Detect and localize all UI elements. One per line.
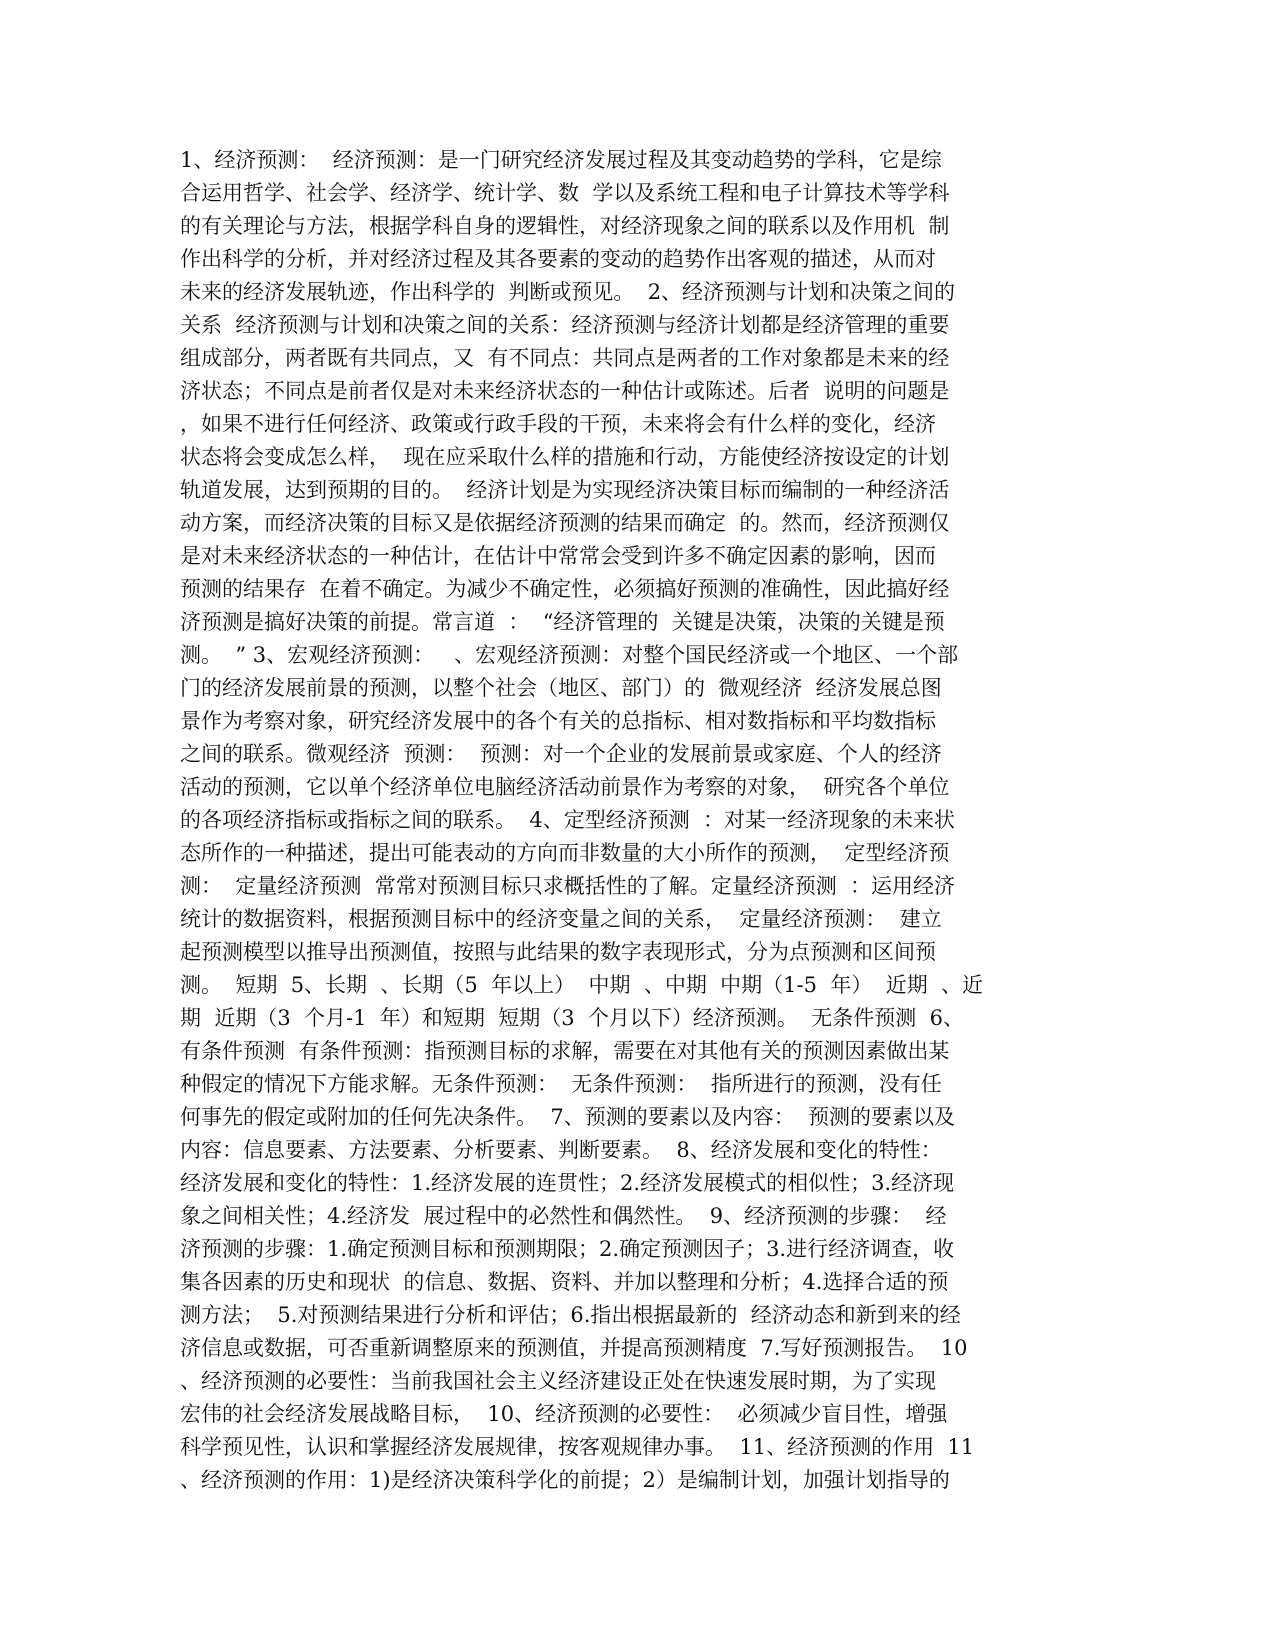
text-line: 统计的数据资料，根据预测目标中的经济变量之间的关系， 定量经济预测： 建立 <box>180 907 942 931</box>
text-line: 科学预见性，认识和掌握经济发展规律，按客观规律办事。 11、经济预测的作用 11 <box>180 1435 975 1459</box>
text-line: 1、经济预测： 经济预测：是一门研究经济发展过程及其变动趋势的学科，它是综 <box>180 148 942 172</box>
text-line: 起预测模型以推导出预测值，按照与此结果的数字表现形式，分为点预测和区间预 <box>180 940 936 964</box>
body-text <box>180 144 1080 1497</box>
text-line: 之间的联系。微观经济 预测： 预测：对一个企业的发展前景或家庭、个人的经济 <box>180 742 942 766</box>
text-line: 、经济预测的作用：1)是经济决策科学化的前提；2）是编制计划，加强计划指导的 <box>180 1468 950 1492</box>
text-line: 内容：信息要素、方法要素、分析要素、判断要素。 8、经济发展和变化的特性： <box>180 1138 942 1162</box>
text-line: 象之间相关性；4.经济发 展过程中的必然性和偶然性。 9、经济预测的步骤： 经 <box>180 1204 947 1228</box>
text-line: 何事先的假定或附加的任何先决条件。 7、预测的要素以及内容： 预测的要素以及 <box>180 1105 956 1129</box>
text-line: 济信息或数据，可否重新调整原来的预测值，并提高预测精度 7.写好预测报告。 10 <box>180 1336 968 1360</box>
text-line: 的各项经济指标或指标之间的联系。 4、定型经济预测 ：对某一经济现象的未来状 <box>180 808 956 832</box>
text-line: 种假定的情况下方能求解。无条件预测： 无条件预测： 指所进行的预测，没有任 <box>180 1072 942 1096</box>
text-line: 测方法； 5.对预测结果进行分析和评估；6.指出根据最新的 经济动态和新到来的经 <box>180 1303 961 1327</box>
text-line: 集各因素的历史和现状 的信息、数据、资料、并加以整理和分析；4.选择合适的预 <box>180 1270 949 1294</box>
text-line: 合运用哲学、社会学、经济学、统计学、数 学以及系统工程和电子计算技术等学科 <box>180 181 950 205</box>
text-line: 济预测的步骤：1.确定预测目标和预测期限；2.确定预测因子；3.进行经济调查，收 <box>180 1237 955 1261</box>
text-line: 轨道发展，达到预期的目的。 经济计划是为实现经济决策目标而编制的一种经济活 <box>180 478 950 502</box>
text-line: 是对未来经济状态的一种估计，在估计中常常会受到许多不确定因素的影响，因而 <box>180 544 936 568</box>
text-line: 态所作的一种描述，提出可能表动的方向而非数量的大小所作的预测， 定型经济预 <box>180 841 950 865</box>
text-line: 、经济预测的必要性：当前我国社会主义经济建设正处在快速发展时期，为了实现 <box>180 1369 936 1393</box>
text-line: 济预测是搞好决策的前提。常言道 ： “经济管理的 关键是决策，决策的关键是预 <box>180 610 945 634</box>
text-line: 门的经济发展前景的预测，以整个社会（地区、部门）的 微观经济 经济发展总图 <box>180 676 942 700</box>
text-line: 经济发展和变化的特性：1.经济发展的连贯性；2.经济发展模式的相似性；3.经济现 <box>180 1171 955 1195</box>
text-line: 组成部分，两者既有共同点，又 有不同点：共同点是两者的工作对象都是未来的经 <box>180 346 950 370</box>
text-line: ，如果不进行任何经济、政策或行政手段的干预，未来将会有什么样的变化，经济 <box>180 412 936 436</box>
text-line: 动方案，而经济决策的目标又是依据经济预测的结果而确定 的。然而，经济预测仅 <box>180 511 950 535</box>
text-line: 预测的结果存 在着不确定。为减少不确定性，必须搞好预测的准确性，因此搞好经 <box>180 577 950 601</box>
text-line: 作出科学的分析，并对经济过程及其各要素的变动的趋势作出客观的描述，从而对 <box>180 247 936 271</box>
text-line: 活动的预测，它以单个经济单位电脑经济活动前景作为考察的对象， 研究各个单位 <box>180 775 950 799</box>
text-line: 景作为考察对象，研究经济发展中的各个有关的总指标、相对数指标和平均数指标 <box>180 709 936 733</box>
text-line: 测。 ” 3、宏观经济预测： 、宏观经济预测：对整个国民经济或一个地区、一个部 <box>180 643 959 667</box>
text-line: 济状态；不同点是前者仅是对未来经济状态的一种估计或陈述。后者 说明的问题是 <box>180 379 950 403</box>
text-line: 关系 经济预测与计划和决策之间的关系：经济预测与经济计划都是经济管理的重要 <box>180 313 950 337</box>
text-line: 期 近期（3 个月-1 年）和短期 短期（3 个月以下）经济预测。 无条件预测 6、 <box>180 1006 964 1030</box>
text-line: 状态将会变成怎么样， 现在应采取什么样的措施和行动，方能使经济按设定的计划 <box>180 445 950 469</box>
text-line: 有条件预测 有条件预测：指预测目标的求解，需要在对其他有关的预测因素做出某 <box>180 1039 950 1063</box>
text-line: 宏伟的社会经济发展战略目标， 10、经济预测的必要性： 必须减少盲目性，增强 <box>180 1402 948 1426</box>
text-line: 的有关理论与方法，根据学科自身的逻辑性，对经济现象之间的联系以及作用机 制 <box>180 214 950 238</box>
text-line: 未来的经济发展轨迹，作出科学的 判断或预见。 2、经济预测与计划和决策之间的 <box>180 280 956 304</box>
text-line: 测： 定量经济预测 常常对预测目标只求概括性的了解。定量经济预测 ：运用经济 <box>180 874 956 898</box>
text-line: 测。 短期 5、长期 、长期（5 年以上） 中期 、中期 中期（1-5 年） 近期 、近 <box>180 973 984 997</box>
